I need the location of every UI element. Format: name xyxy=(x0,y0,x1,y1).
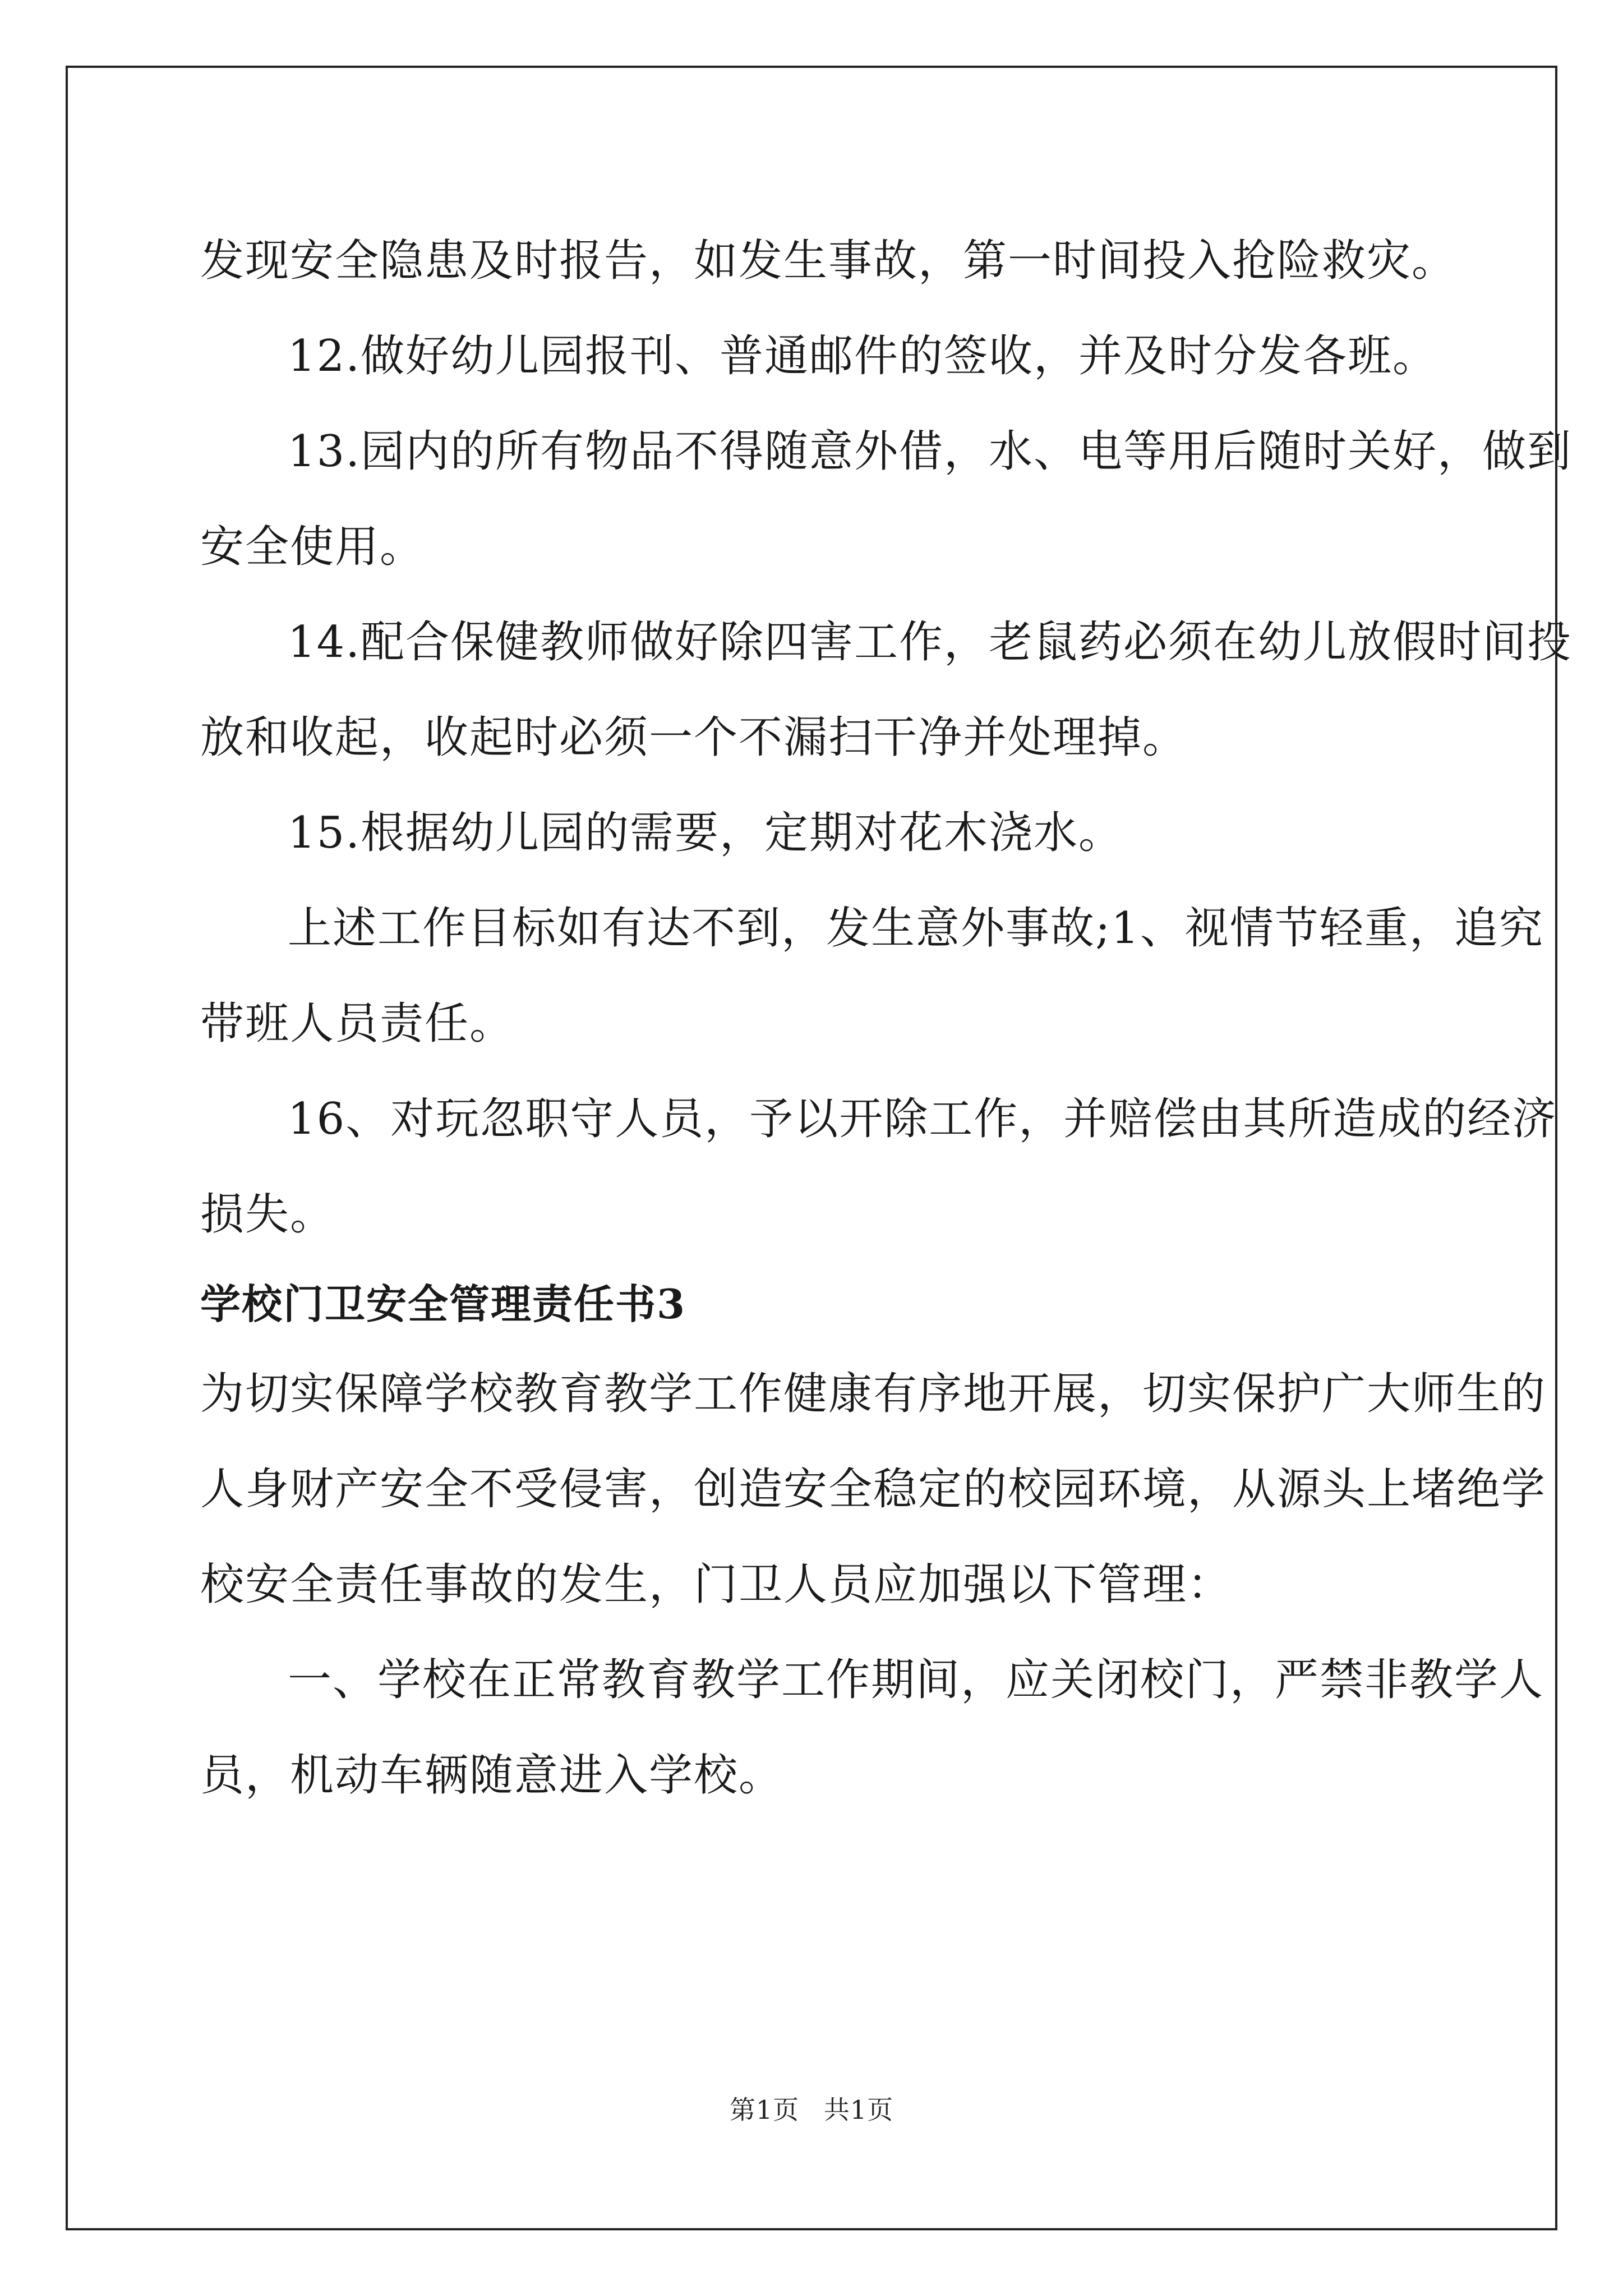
page-number: 第1页 xyxy=(729,2095,800,2125)
section-heading: 学校门卫安全管理责任书3 xyxy=(200,1280,686,1328)
paragraph-line: 安全使用。 xyxy=(200,522,425,572)
paragraph-line: 上述工作目标如有达不到，发生意外事故;1、视情节轻重，追究 xyxy=(288,903,1544,954)
paragraph-line: 12.做好幼儿园报刊、普通邮件的签收，并及时分发各班。 xyxy=(288,331,1438,381)
paragraph-line: 放和收起，收起时必须一个不漏扫干净并处理掉。 xyxy=(200,712,1188,763)
paragraph-line: 发现安全隐患及时报告，如发生事故，第一时间投入抢险救灾。 xyxy=(200,236,1457,286)
paragraph-line: 损失。 xyxy=(200,1189,335,1240)
document-body xyxy=(200,213,1573,1823)
paragraph-line: 13.园内的所有物品不得随意外借，水、电等用后随时关好，做到 xyxy=(288,426,1573,477)
paragraph-line: 15.根据幼儿园的需要，定期对花木浇水。 xyxy=(288,808,1124,858)
paragraph-line: 带班人员责任。 xyxy=(200,999,515,1049)
paragraph-line: 14.配合保健教师做好除四害工作，老鼠药必须在幼儿放假时间投 xyxy=(288,617,1573,668)
page-footer xyxy=(0,2090,1623,2127)
paragraph-line: 为切实保障学校教育教学工作健康有序地开展，切实保护广大师生的 xyxy=(200,1369,1547,1419)
page-total: 共1页 xyxy=(823,2095,894,2125)
paragraph-line: 员，机动车辆随意进入学校。 xyxy=(200,1750,784,1801)
paragraph-line: 人身财产安全不受侵害，创造安全稳定的校园环境，从源头上堵绝学 xyxy=(200,1464,1547,1515)
paragraph-line: 校安全责任事故的发生，门卫人员应加强以下管理： xyxy=(200,1559,1233,1610)
paragraph-line: 16、对玩忽职守人员，予以开除工作，并赔偿由其所造成的经济 xyxy=(288,1094,1557,1144)
paragraph-line: 一、学校在正常教育教学工作期间，应关闭校门，严禁非教学人 xyxy=(288,1655,1544,1705)
